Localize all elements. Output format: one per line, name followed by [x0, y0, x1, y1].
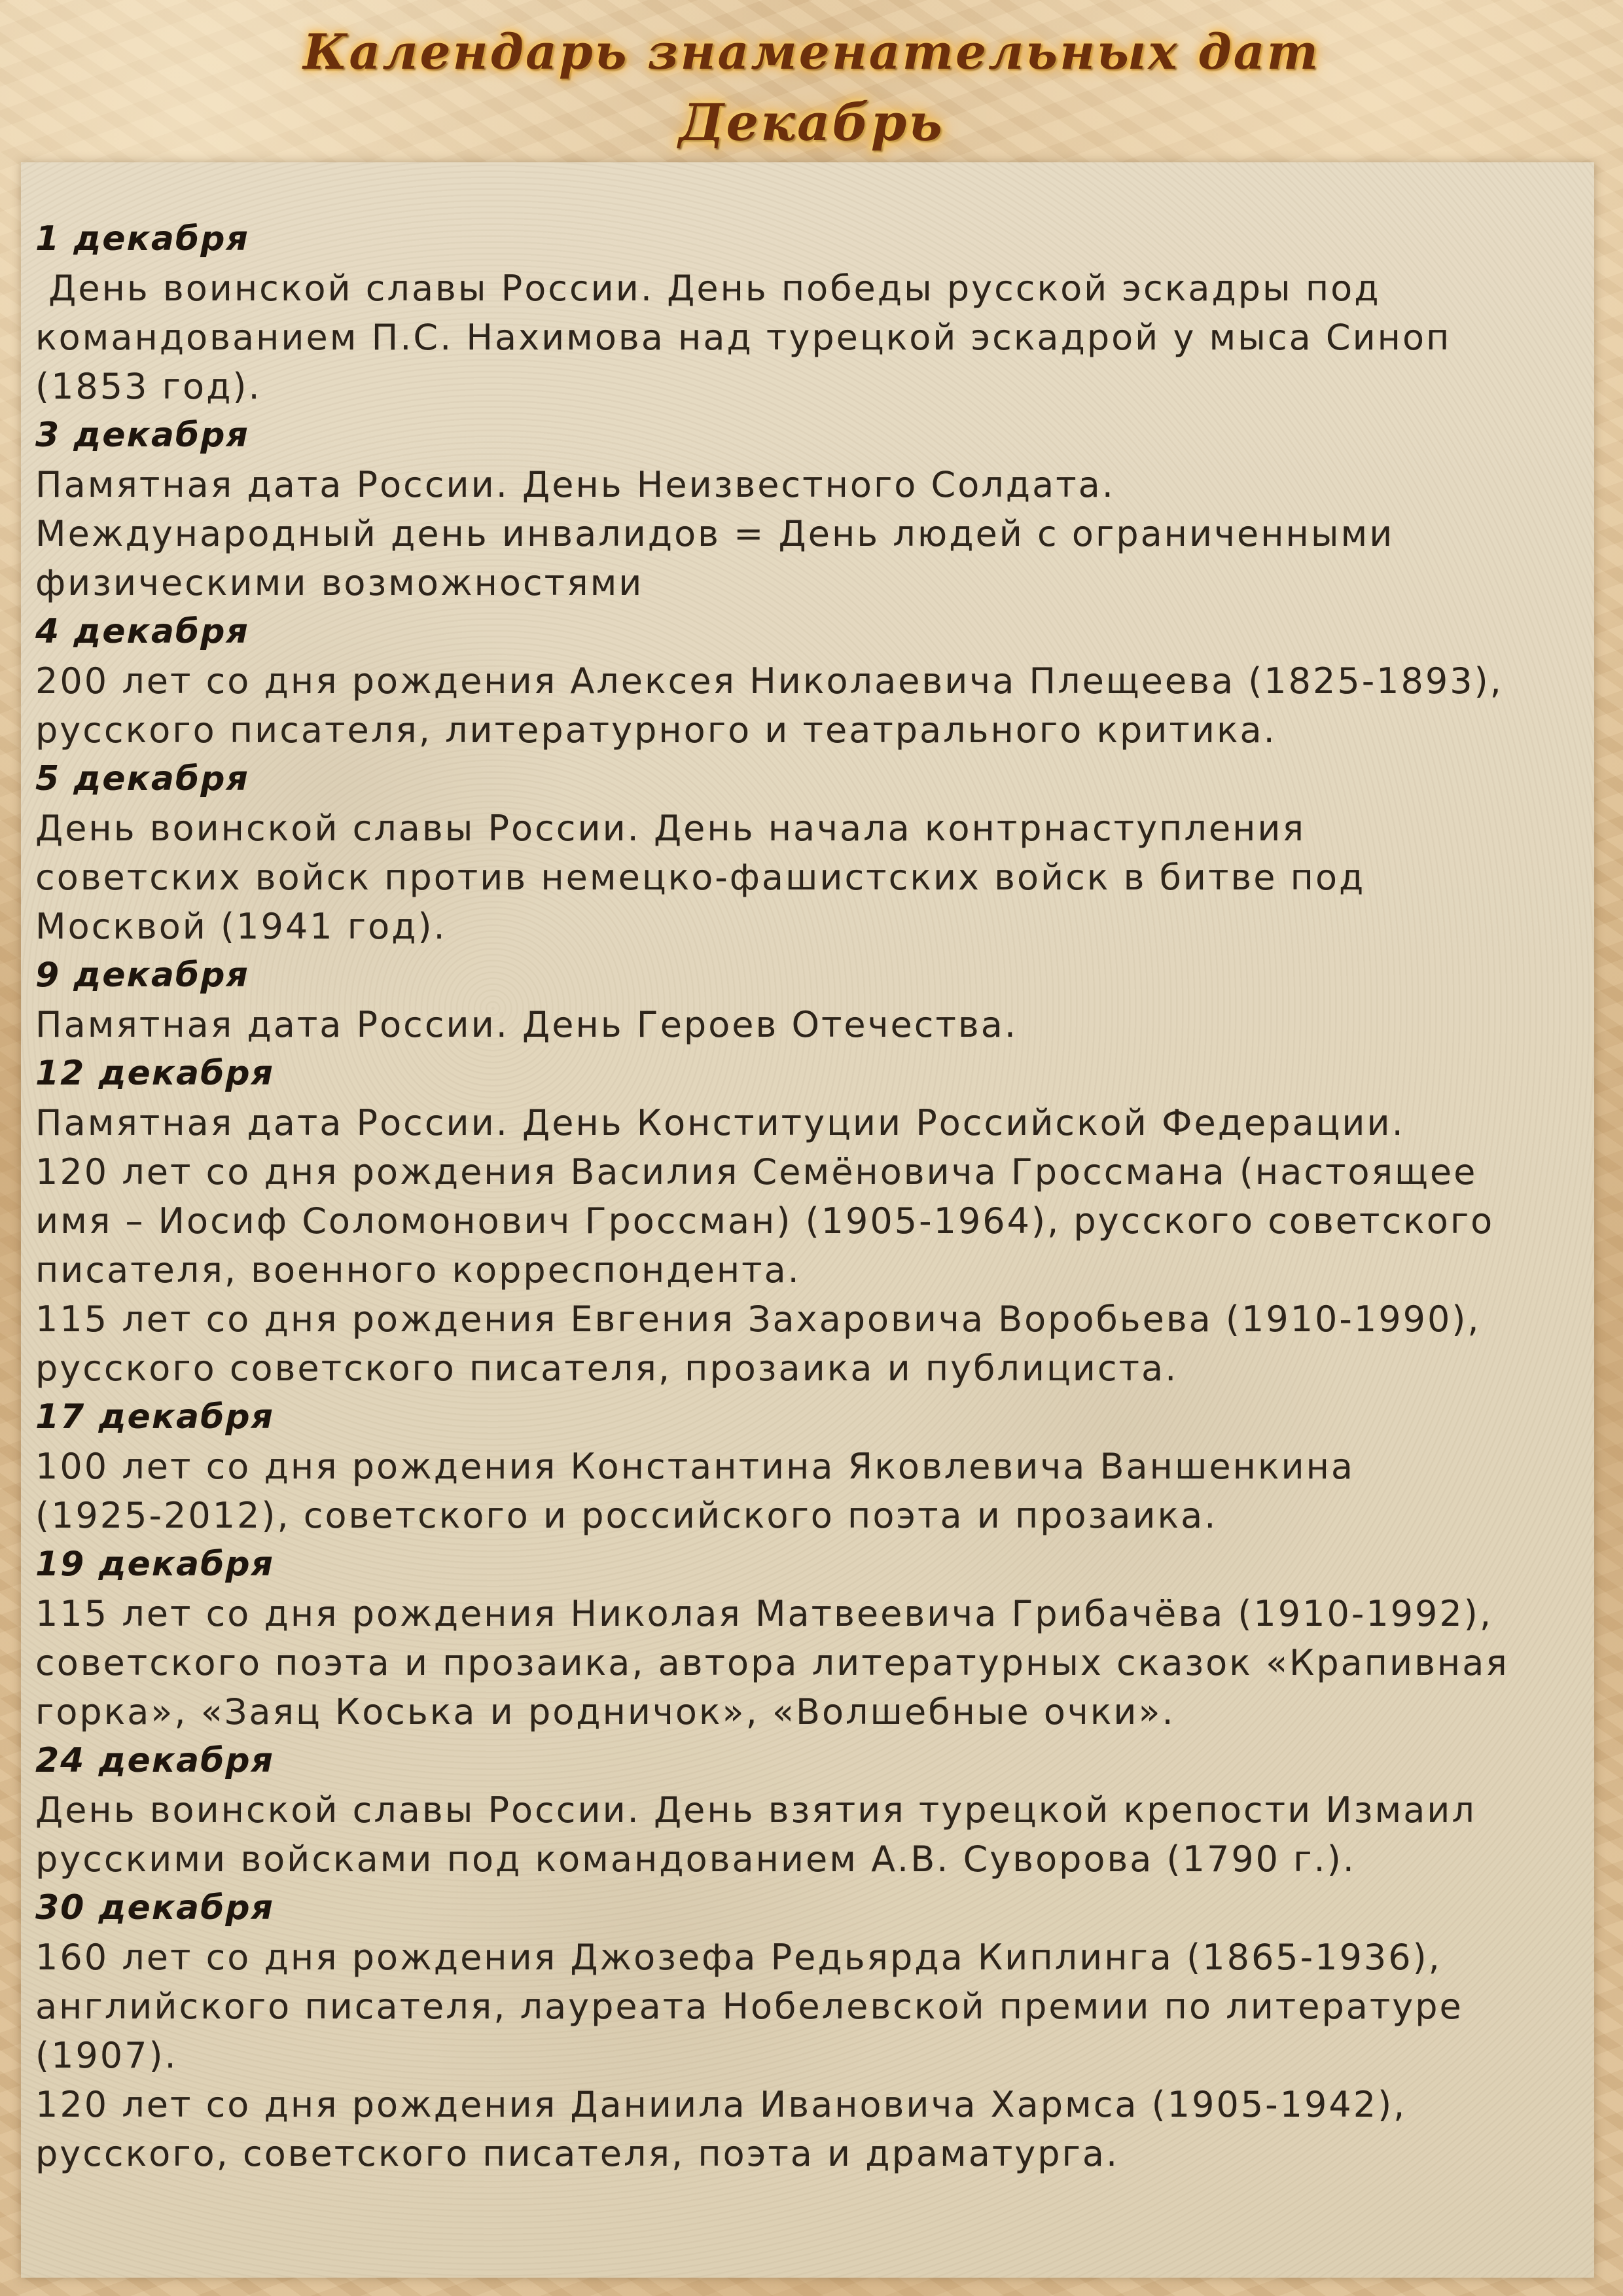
page-header: [0, 0, 1623, 162]
entry-text-line: 115 лет со дня рождения Евгения Захаровича Воробьева (1910-1990),: [35, 1299, 1481, 1340]
entry-text-line: русского писателя, литературного и театрального критика.: [35, 709, 1277, 751]
entry-text-line: Международный день инвалидов = День людей с ограниченными: [35, 513, 1395, 554]
entry-text-line: русского, советского писателя, поэта и драматурга.: [35, 2133, 1120, 2174]
entry-text-line: писателя, военного корреспондента.: [35, 1249, 801, 1291]
entry-text-line: русскими войсками под командованием А.В. Суворова (1790 г.).: [35, 1839, 1356, 1880]
entry-text-line: английского писателя, лауреата Нобелевской премии по литературе: [35, 1986, 1463, 2027]
calendar-entry: [35, 1540, 1593, 1736]
entry-text-line: советского поэта и прозаика, автора литературных сказок «Крапивная: [35, 1642, 1509, 1683]
page-title: Календарь знаменательных дат: [303, 24, 1320, 81]
entry-text-line: 120 лет со дня рождения Василия Семёновича Гроссмана (настоящее: [35, 1151, 1478, 1193]
entry-text-line: (1853 год).: [35, 366, 262, 407]
calendar-entry: [35, 1393, 1593, 1540]
entry-date: 9 декабря: [35, 956, 249, 995]
calendar-entry: [35, 755, 1593, 951]
calendar-entry: [35, 951, 1593, 1049]
entry-text-line: День воинской славы России. День взятия турецкой крепости Измаил: [35, 1789, 1476, 1831]
entry-text-line: Москвой (1941 год).: [35, 906, 447, 947]
entry-text-line: День воинской славы России. День начала контрнаступления: [35, 808, 1306, 849]
entry-text-line: 120 лет со дня рождения Даниила Ивановича Хармса (1905-1942),: [35, 2084, 1407, 2125]
entry-date: 17 декабря: [35, 1397, 275, 1437]
entry-text-line: 160 лет со дня рождения Джозефа Редьярда Киплинга (1865-1936),: [35, 1937, 1442, 1978]
calendar-sheet: [21, 162, 1594, 2278]
entry-date: 3 декабря: [35, 416, 249, 455]
month-title: Декабрь: [679, 93, 944, 152]
calendar-entry: [35, 1049, 1593, 1393]
entry-text-line: Памятная дата России. День Конституции Российской Федерации.: [35, 1102, 1405, 1143]
calendar-entry: [35, 1884, 1593, 2178]
entry-text-line: русского советского писателя, прозаика и публициста.: [35, 1348, 1179, 1389]
calendar-entry: [35, 607, 1593, 755]
entry-text-line: День воинской славы России. День победы русской эскадры под: [35, 268, 1381, 309]
entry-text-line: 100 лет со дня рождения Константина Яковлевича Ваншенкина: [35, 1446, 1355, 1487]
entry-text-line: имя – Иосиф Соломонович Гроссман) (1905-1964), русского советского: [35, 1200, 1495, 1242]
entry-date: 12 декабря: [35, 1054, 275, 1093]
calendar-entries: [35, 215, 1593, 2178]
entry-text-line: командованием П.С. Нахимова над турецкой эскадрой у мыса Синоп: [35, 317, 1452, 358]
entry-date: 19 декабря: [35, 1545, 275, 1584]
calendar-entry: [35, 411, 1593, 607]
entry-date: 30 декабря: [35, 1888, 275, 1928]
entry-text-line: советских войск против немецко-фашистских войск в битве под: [35, 857, 1366, 898]
entry-text-line: 200 лет со дня рождения Алексея Николаевича Плещеева (1825-1893),: [35, 660, 1503, 702]
entry-text-line: (1925-2012), советского и российского поэта и прозаика.: [35, 1495, 1218, 1536]
entry-date: 1 декабря: [35, 219, 249, 259]
entry-text-line: Памятная дата России. День Неизвестного Солдата.: [35, 464, 1115, 505]
calendar-entry: [35, 1736, 1593, 1884]
entry-text-line: (1907).: [35, 2035, 178, 2076]
entry-text-line: горка», «Заяц Коська и родничок», «Волшебные очки».: [35, 1691, 1175, 1732]
calendar-entry: [35, 215, 1593, 411]
entry-text-line: Памятная дата России. День Героев Отечества.: [35, 1004, 1018, 1045]
entry-date: 4 декабря: [35, 612, 249, 651]
entry-text-line: физическими возможностями: [35, 562, 644, 603]
entry-text-line: 115 лет со дня рождения Николая Матвеевича Грибачёва (1910-1992),: [35, 1593, 1493, 1634]
entry-date: 24 декабря: [35, 1741, 275, 1780]
entry-date: 5 декабря: [35, 759, 249, 798]
